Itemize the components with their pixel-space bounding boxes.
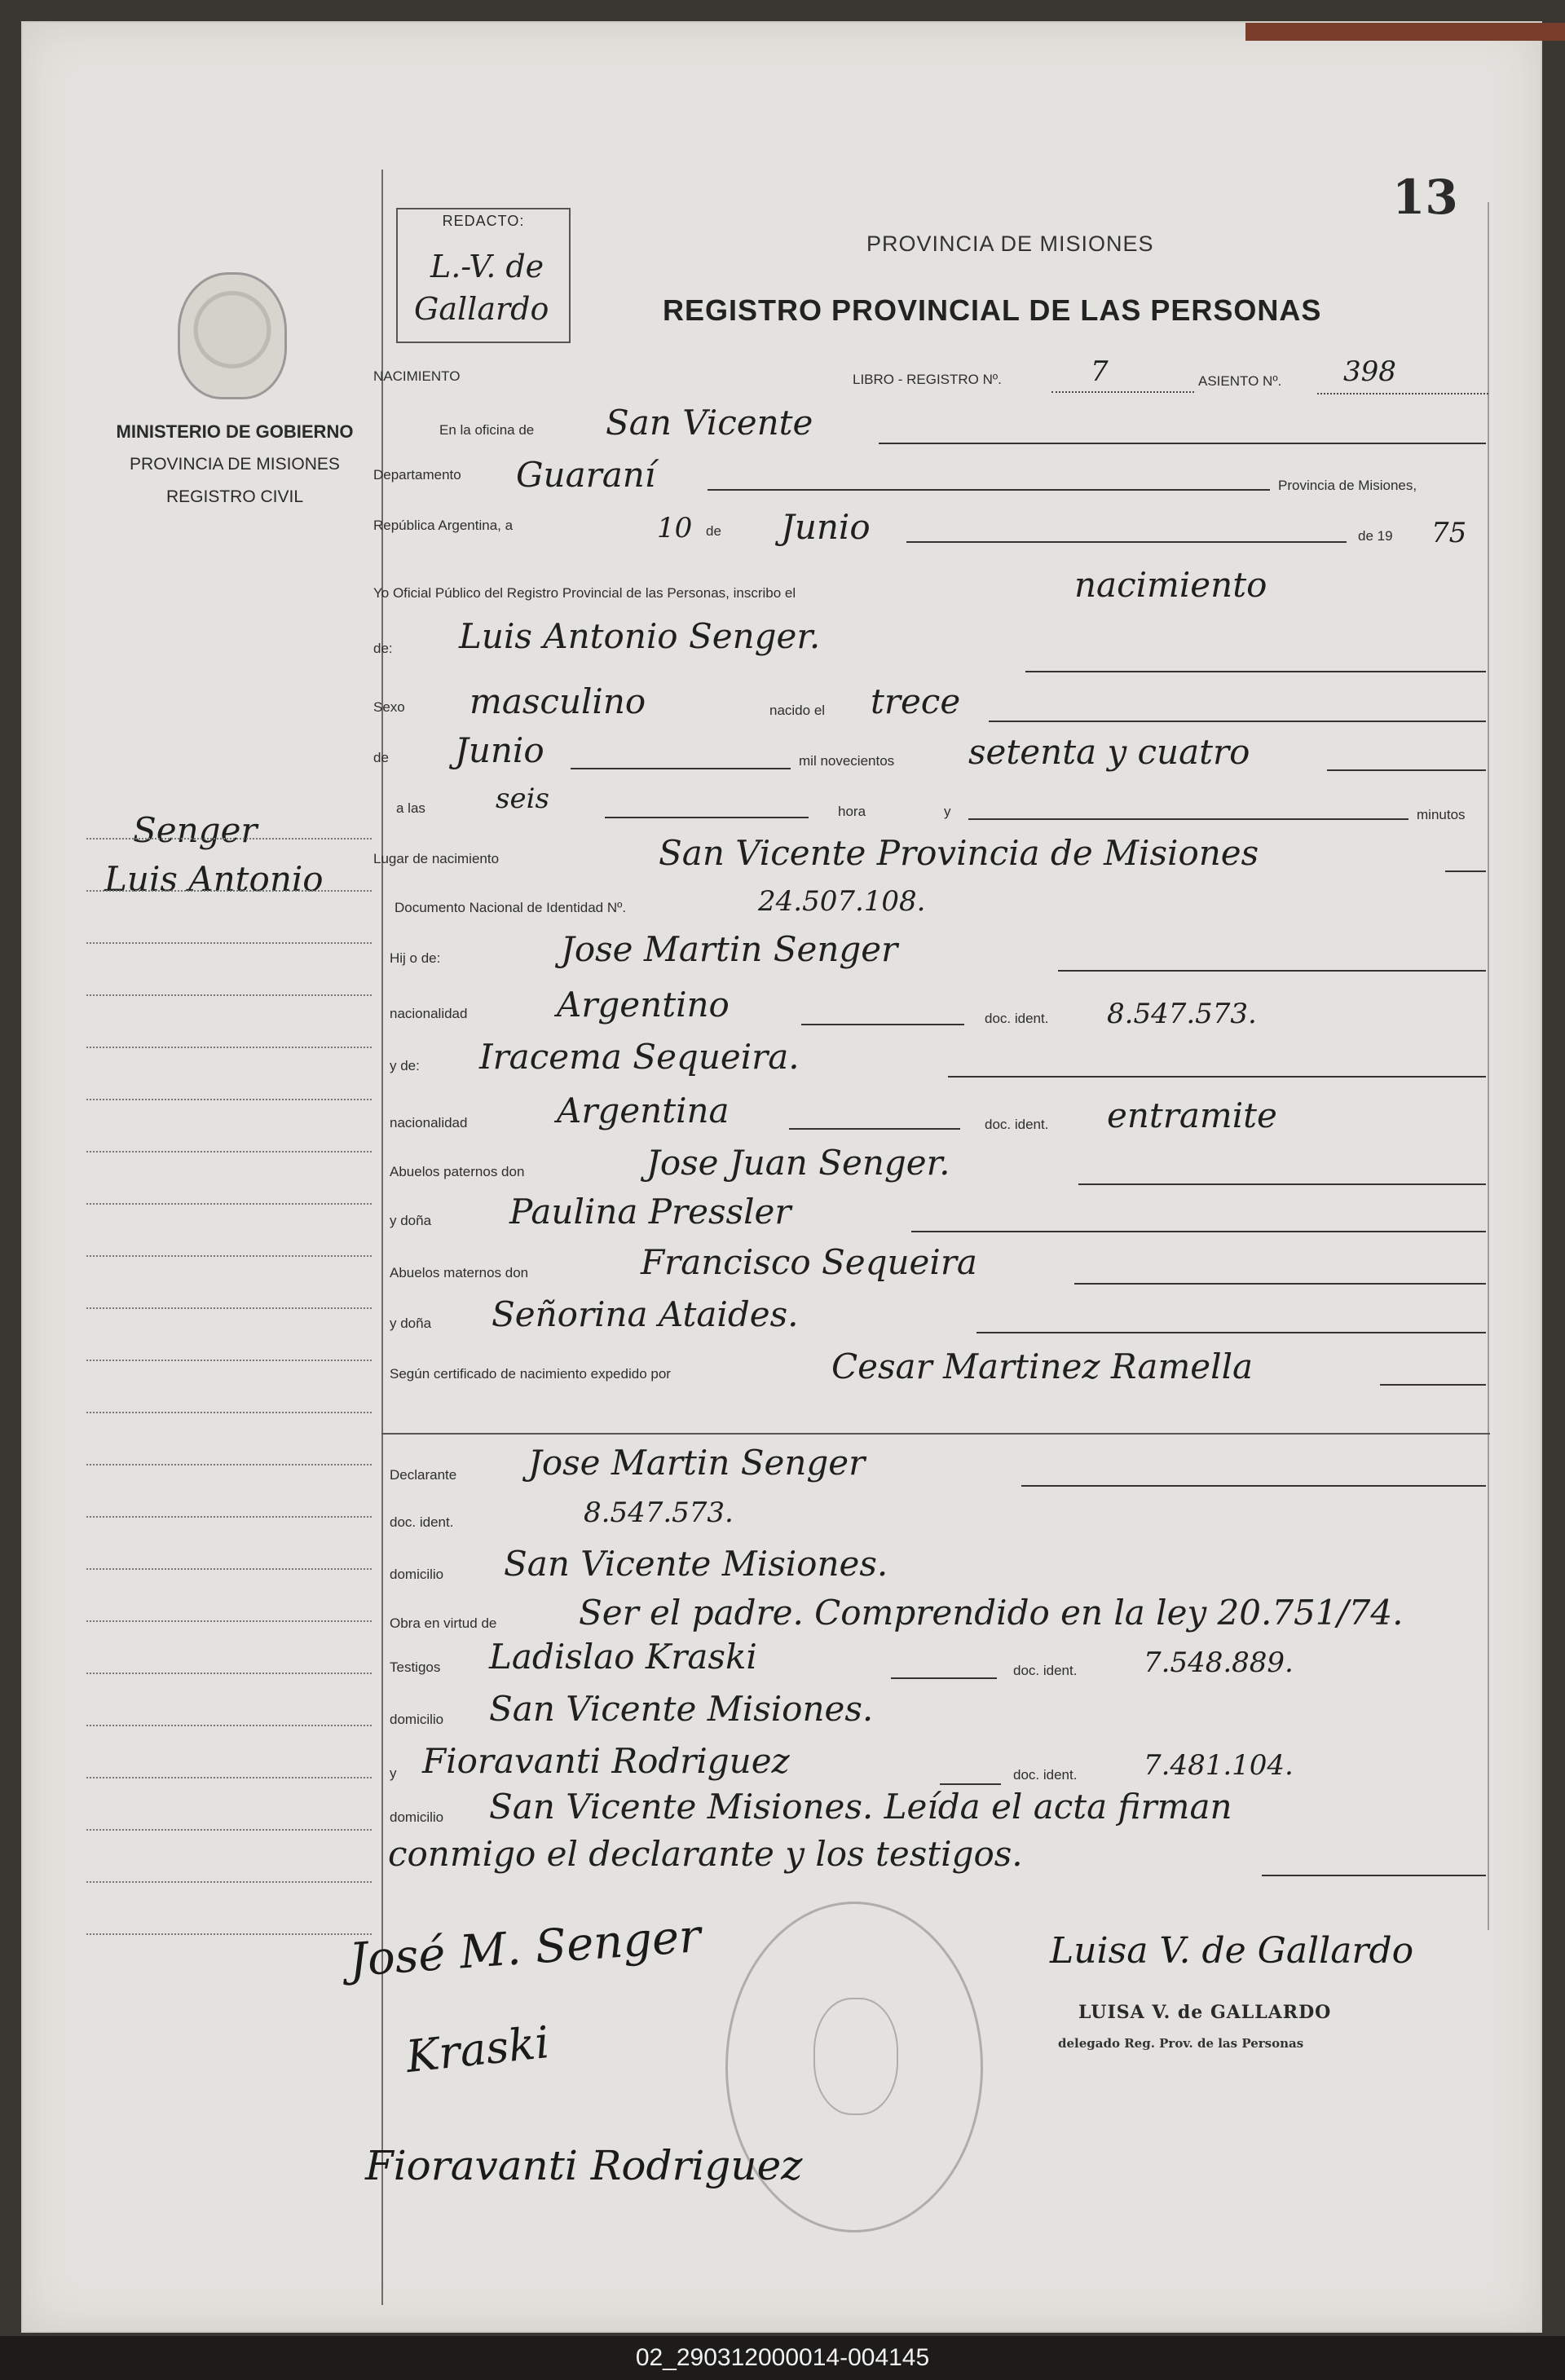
padre-value: Jose Martin Senger: [561, 929, 898, 969]
ministry-province: PROVINCIA DE MISIONES: [130, 455, 340, 474]
mes-nac-value: Junio: [455, 730, 544, 770]
mil-label: mil novecientos: [799, 753, 895, 769]
madre-rule: [948, 1076, 1486, 1078]
anio-label: de 19: [1358, 528, 1393, 544]
cert-value: Cesar Martinez Ramella: [831, 1346, 1254, 1386]
doc2-label: doc. ident.: [985, 1117, 1049, 1132]
declarante-label: Declarante: [390, 1467, 457, 1483]
nacido-value: trece: [871, 681, 961, 721]
official-role-stamp: delegado Reg. Prov. de las Personas: [1058, 2036, 1304, 2051]
libro-label: LIBRO - REGISTRO Nº.: [853, 372, 1002, 387]
margin-ruled-lines: [86, 838, 372, 1955]
ab-mat-label: Abuelos maternos don: [390, 1265, 529, 1280]
closing-rule: [1262, 1875, 1486, 1876]
header-registry: REGISTRO PROVINCIAL DE LAS PERSONAS: [663, 293, 1322, 327]
t2-dom-label: domicilio: [390, 1809, 444, 1825]
decl-doc-value: 8.547.573.: [584, 1496, 734, 1529]
section-divider: [381, 1433, 1490, 1435]
nombre-value: Luis Antonio Senger.: [459, 616, 821, 656]
ab-pat-label: Abuelos paternos don: [390, 1164, 525, 1179]
departamento-rule: [708, 489, 1270, 491]
sexo-label: Sexo: [373, 699, 405, 715]
departamento-value: Guaraní: [516, 455, 656, 495]
decl-dom-label: domicilio: [390, 1567, 444, 1582]
nac2-label: nacionalidad: [390, 1115, 468, 1130]
yde-label: y de:: [390, 1058, 420, 1073]
signature-official: Luisa V. de Gallardo: [1050, 1930, 1414, 1972]
dona2-rule: [976, 1332, 1486, 1333]
minutos-rule: [968, 818, 1408, 820]
de3-label: de: [373, 750, 389, 765]
oficina-rule: [879, 443, 1486, 444]
provincia-label: Provincia de Misiones,: [1278, 478, 1417, 493]
hora-label: hora: [838, 804, 866, 819]
dona2-value: Señorina Ataides.: [492, 1294, 799, 1334]
asiento-label: ASIENTO Nº.: [1198, 373, 1282, 389]
anio-nac-rule: [1327, 769, 1486, 771]
minutos-label: minutos: [1417, 807, 1466, 822]
sexo-value: masculino: [470, 681, 646, 721]
t1-dom-label: domicilio: [390, 1712, 444, 1727]
footer-bar: [0, 2336, 1565, 2380]
signature-witness-2: Fioravanti Rodriguez: [365, 2142, 803, 2189]
lugar-label: Lugar de nacimiento: [373, 851, 500, 866]
dona1-label: y doña: [390, 1213, 432, 1228]
anio-value: 75: [1431, 517, 1467, 549]
obra-value: Ser el padre. Comprendido en la ley 20.751/74.: [579, 1593, 1404, 1633]
page-number: 13: [1392, 170, 1458, 225]
nacido-label: nacido el: [769, 703, 826, 718]
margin-given-names: Luis Antonio: [104, 859, 324, 899]
t1-doc-label: doc. ident.: [1013, 1663, 1078, 1678]
nac1-label: nacionalidad: [390, 1006, 468, 1021]
t2-doc-label: doc. ident.: [1013, 1767, 1078, 1783]
declarante-value: Jose Martin Senger: [528, 1443, 866, 1483]
form-right-border: [1488, 202, 1489, 1930]
hora-value: seis: [496, 782, 549, 815]
dona2-label: y doña: [390, 1316, 432, 1331]
dona1-value: Paulina Pressler: [509, 1192, 791, 1232]
anio-nac-value: setenta y cuatro: [968, 732, 1250, 772]
ab-pat-rule: [1078, 1183, 1486, 1185]
obra-label: Obra en virtud de: [390, 1615, 497, 1631]
departamento-label: Departamento: [373, 467, 461, 483]
ab-pat-value: Jose Juan Senger.: [646, 1143, 950, 1183]
nacido-rule: [989, 721, 1486, 722]
mes-value: Junio: [781, 507, 871, 547]
decl-doc-label: doc. ident.: [390, 1514, 454, 1530]
dona1-rule: [911, 1231, 1486, 1232]
oficina-value: San Vicente: [606, 403, 813, 443]
nombre-rule: [1025, 671, 1486, 672]
margin-surname: Senger: [133, 810, 258, 850]
ministry-registry: REGISTRO CIVIL: [165, 487, 304, 506]
alas-label: a las: [396, 800, 425, 816]
header-province: PROVINCIA DE MISIONES: [866, 231, 1154, 256]
ministry-title: MINISTERIO DE GOBIERNO: [116, 421, 354, 442]
doc2-value: entramite: [1107, 1095, 1277, 1135]
oficina-label: En la oficina de: [439, 422, 535, 438]
y-label: y: [944, 804, 951, 819]
asiento-rule: [1317, 393, 1488, 394]
republica-label: República Argentina, a: [373, 518, 514, 533]
nac1-rule: [801, 1024, 964, 1025]
redacto-handwriting: [414, 245, 549, 330]
lugar-rule: [1445, 870, 1486, 872]
ab-mat-value: Francisco Sequeira: [641, 1242, 977, 1282]
binder-edge: [1245, 23, 1565, 41]
libro-rule: [1051, 391, 1194, 393]
footer-filename: 02_290312000014-004145: [635, 2344, 930, 2371]
ministry-block: [96, 416, 373, 513]
yo-label: Yo Oficial Público del Registro Provincial de las Personas, inscribo el: [373, 585, 796, 601]
padre-rule: [1058, 970, 1486, 972]
hijo-label: Hij o de:: [390, 950, 441, 966]
inscribo-value: nacimiento: [1074, 565, 1267, 605]
testigo2-rule: [940, 1783, 1001, 1785]
provincial-seal-icon: [178, 272, 287, 399]
signature-witness-1: Kraski: [403, 2016, 552, 2083]
declarante-rule: [1021, 1485, 1486, 1487]
libro-value: 7: [1091, 355, 1109, 388]
de-label: de: [706, 523, 721, 539]
asiento-value: 398: [1343, 355, 1396, 388]
t2-doc-value: 7.481.104.: [1144, 1749, 1294, 1782]
redacto-label: REDACTO:: [442, 213, 525, 229]
mes-nac-rule: [571, 768, 791, 769]
doc1-label: doc. ident.: [985, 1011, 1049, 1026]
testigo1-rule: [891, 1677, 997, 1679]
redacto-line-2: Gallardo: [414, 291, 549, 327]
y2-label: y: [390, 1765, 397, 1781]
cert-rule: [1380, 1384, 1486, 1386]
testigo2-value: Fioravanti Rodriguez: [422, 1741, 790, 1781]
redacto-box: [396, 208, 571, 343]
dni-value: 24.507.108.: [758, 885, 926, 918]
document-sheet: [23, 23, 1541, 2331]
nac1-value: Argentino: [557, 985, 730, 1025]
madre-value: Iracema Sequeira.: [479, 1037, 800, 1077]
dia-value: 10: [657, 512, 693, 544]
nac2-rule: [789, 1128, 960, 1130]
testigos-label: Testigos: [390, 1659, 441, 1675]
t2-dom-value: San Vicente Misiones. Leída el acta firman: [489, 1787, 1232, 1827]
decl-dom-value: San Vicente Misiones.: [504, 1544, 888, 1584]
doc1-value: 8.547.573.: [1107, 998, 1257, 1030]
redacto-line-1: L.-V. de: [430, 249, 544, 284]
nac2-value: Argentina: [557, 1091, 730, 1130]
closing-value: conmigo el declarante y los testigos.: [388, 1834, 1023, 1874]
testigo1-value: Ladislao Kraski: [489, 1637, 757, 1677]
hora-rule: [605, 817, 809, 818]
de2-label: de:: [373, 641, 393, 656]
lugar-value: San Vicente Provincia de Misiones: [659, 833, 1259, 873]
ab-mat-rule: [1074, 1283, 1486, 1285]
cert-label: Según certificado de nacimiento expedido por: [390, 1366, 671, 1382]
fecha-rule: [906, 541, 1347, 543]
t1-dom-value: San Vicente Misiones.: [489, 1689, 874, 1729]
stamp-emblem-icon: [813, 1998, 898, 2115]
dni-label: Documento Nacional de Identidad Nº.: [395, 900, 627, 915]
official-name-stamp: LUISA V. de GALLARDO: [1078, 2002, 1332, 2023]
signature-declarante: José M. Senger: [347, 1910, 703, 1987]
nacimiento-label: NACIMIENTO: [373, 368, 461, 384]
t1-doc-value: 7.548.889.: [1144, 1646, 1294, 1679]
